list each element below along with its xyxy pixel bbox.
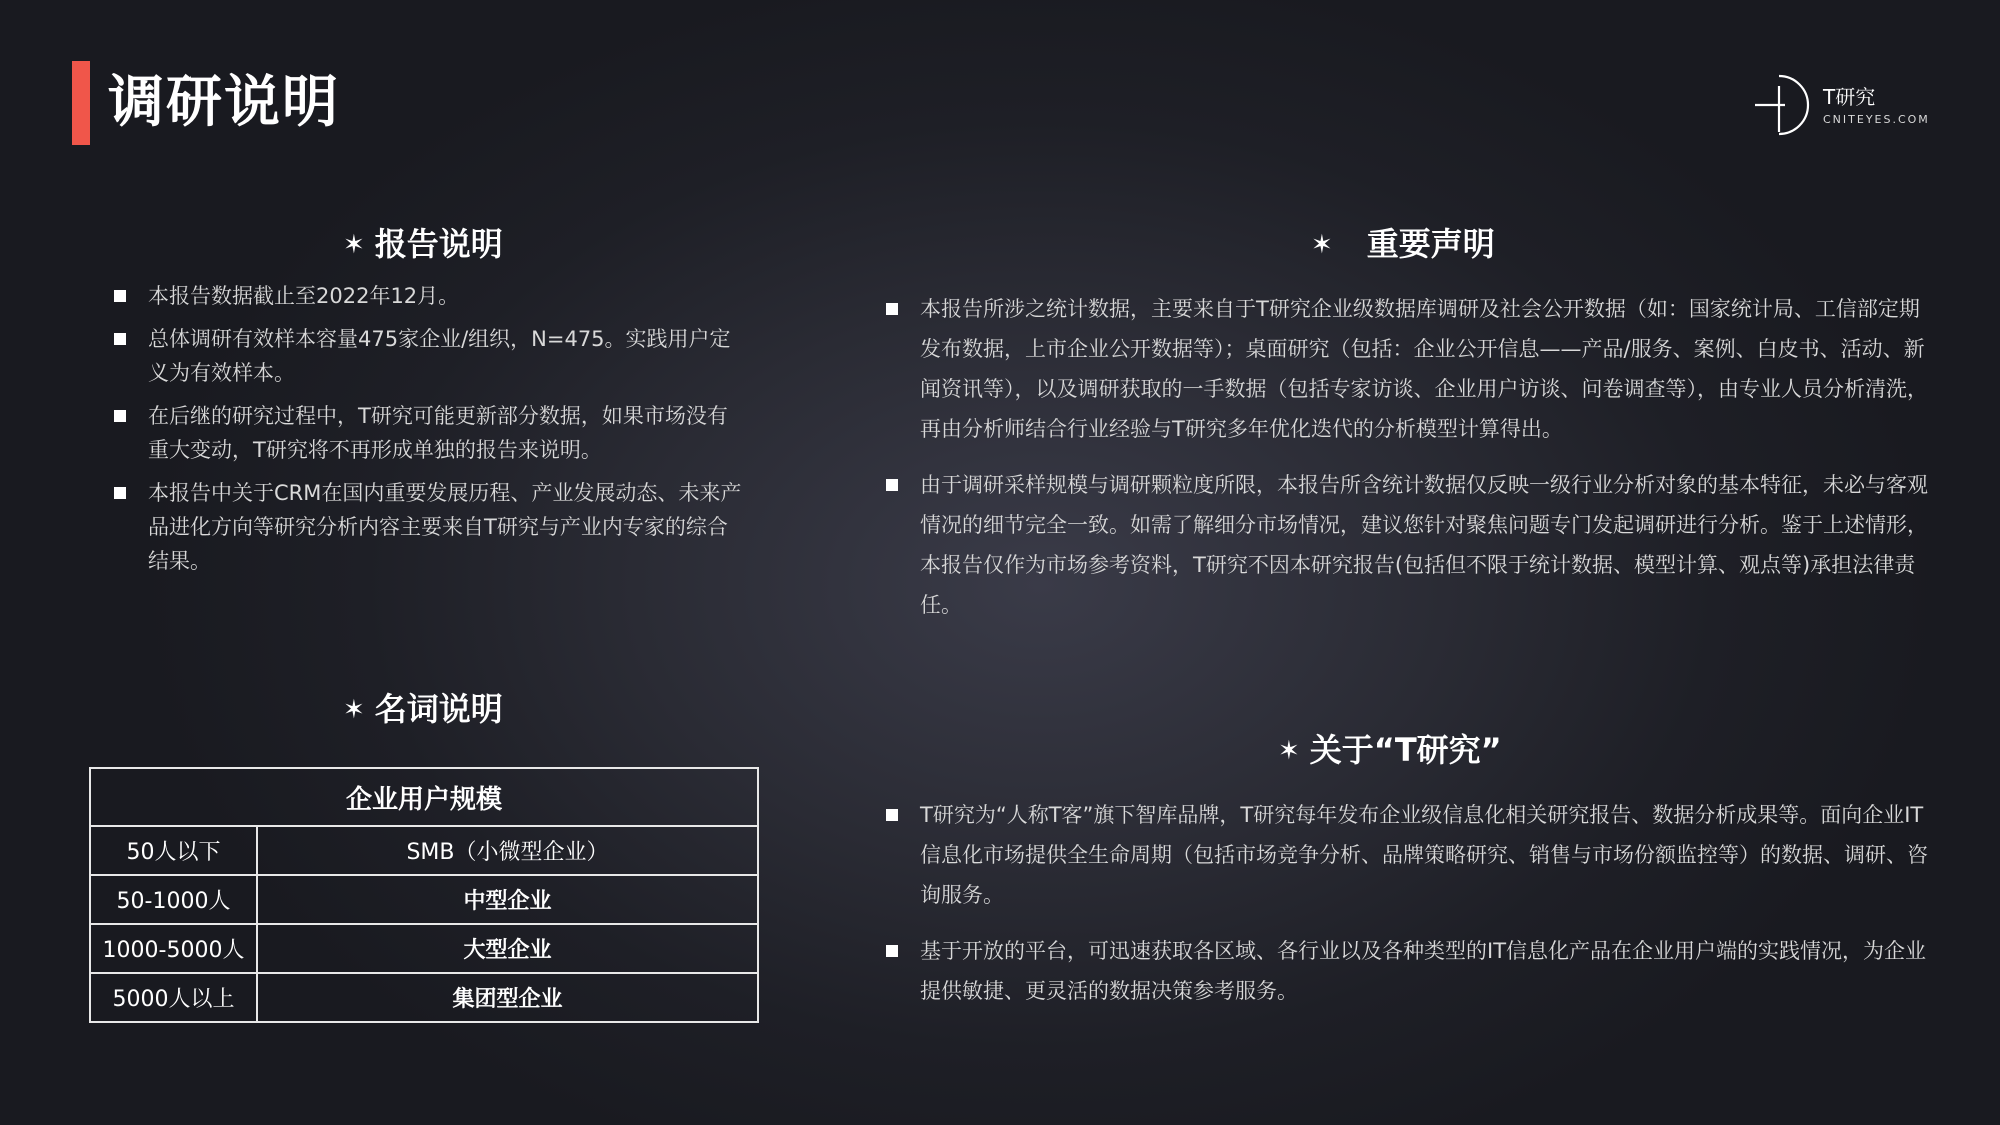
report-title-text: 报告说明 [374, 225, 503, 263]
report-section-title [343, 224, 503, 267]
table-cell-size: 50-1000人 [90, 875, 257, 924]
table-cell-size: 50人以下 [90, 826, 257, 875]
bullet-square-icon [886, 809, 898, 821]
list-item: 本报告数据截止至2022年12月。 [112, 279, 744, 313]
title-accent-bar [72, 61, 90, 145]
table-cell-type: 中型企业 [257, 875, 758, 924]
table-cell-size: 5000人以上 [90, 973, 257, 1022]
glossary-title-text: 名词说明 [374, 690, 503, 728]
bullet-square-icon [114, 487, 126, 499]
table-cell-size: 1000-5000人 [90, 924, 257, 973]
about-title-text: 关于“T研究” [1309, 731, 1502, 769]
table-cell-type: 大型企业 [257, 924, 758, 973]
report-bullet-list [112, 279, 744, 587]
bullet-square-icon [886, 303, 898, 315]
list-item: 在后继的研究过程中，T研究可能更新部分数据，如果市场没有重大变动，T研究将不再形成单独的报告来说明。 [112, 399, 744, 467]
bullet-square-icon [114, 290, 126, 302]
table-cell-type: 集团型企业 [257, 973, 758, 1022]
bullet-square-icon [886, 945, 898, 957]
table-row [90, 973, 758, 1022]
company-scale-table [89, 767, 759, 1023]
logo-subtitle: CNITEYES.COM [1823, 113, 1930, 126]
about-section-title [1278, 730, 1502, 773]
star-icon: ✶ [343, 695, 365, 725]
table-row [90, 826, 758, 875]
list-item: T研究为“人称T客”旗下智库品牌，T研究每年发布企业级信息化相关研究报告、数据分析成果等。面向企业IT信息化市场提供全生命周期（包括市场竞争分析、品牌策略研究、销售与市场份额监控等）的数据、调研、咨询服务。 [884, 795, 1932, 915]
list-item: 基于开放的平台，可迅速获取各区域、各行业以及各种类型的IT信息化产品在企业用户端的实践情况，为企业提供敏捷、更灵活的数据决策参考服务。 [884, 931, 1932, 1011]
list-item: 总体调研有效样本容量475家企业/组织，N=475。实践用户定义为有效样本。 [112, 322, 744, 390]
logo-mark-icon [1755, 72, 1811, 138]
table-header: 企业用户规模 [90, 768, 758, 826]
table-cell-type: SMB（小微型企业） [257, 826, 758, 875]
star-icon: ✶ [343, 230, 365, 260]
table-row [90, 924, 758, 973]
brand-logo [1755, 72, 1955, 138]
page-title: 调研说明 [108, 70, 340, 135]
logo-name: T研究 [1823, 85, 1876, 109]
list-item: 由于调研采样规模与调研颗粒度所限，本报告所含统计数据仅反映一级行业分析对象的基本特征，未必与客观情况的细节完全一致。如需了解细分市场情况，建议您针对聚焦问题专门发起调研进行分析。鉴于上述情形，本报告仅作为市场参考资料，T研究不因本研究报告(包括但不限于统计数据、模型计算、观点等)承担法律责任。 [884, 465, 1932, 625]
star-icon: ✶ [1311, 230, 1333, 260]
list-item: 本报告中关于CRM在国内重要发展历程、产业发展动态、未来产品进化方向等研究分析内容主要来自T研究与产业内专家的综合结果。 [112, 476, 744, 578]
bullet-square-icon [114, 410, 126, 422]
notice-title-text: 重要声明 [1366, 225, 1495, 263]
about-bullet-list [884, 795, 1932, 1027]
table-row [90, 875, 758, 924]
notice-section-title [1311, 224, 1495, 267]
notice-bullet-list [884, 289, 1932, 641]
glossary-section-title [343, 689, 503, 732]
star-icon: ✶ [1278, 736, 1300, 766]
bullet-square-icon [886, 479, 898, 491]
list-item: 本报告所涉之统计数据，主要来自于T研究企业级数据库调研及社会公开数据（如：国家统计局、工信部定期发布数据，上市企业公开数据等）；桌面研究（包括：企业公开信息——产品/服务、案例、白皮书、活动、新闻资讯等），以及调研获取的一手数据（包括专家访谈、企业用户访谈、问卷调查等），由专业人员分析清洗，再由分析师结合行业经验与T研究多年优化迭代的分析模型计算得出。 [884, 289, 1932, 449]
bullet-square-icon [114, 333, 126, 345]
